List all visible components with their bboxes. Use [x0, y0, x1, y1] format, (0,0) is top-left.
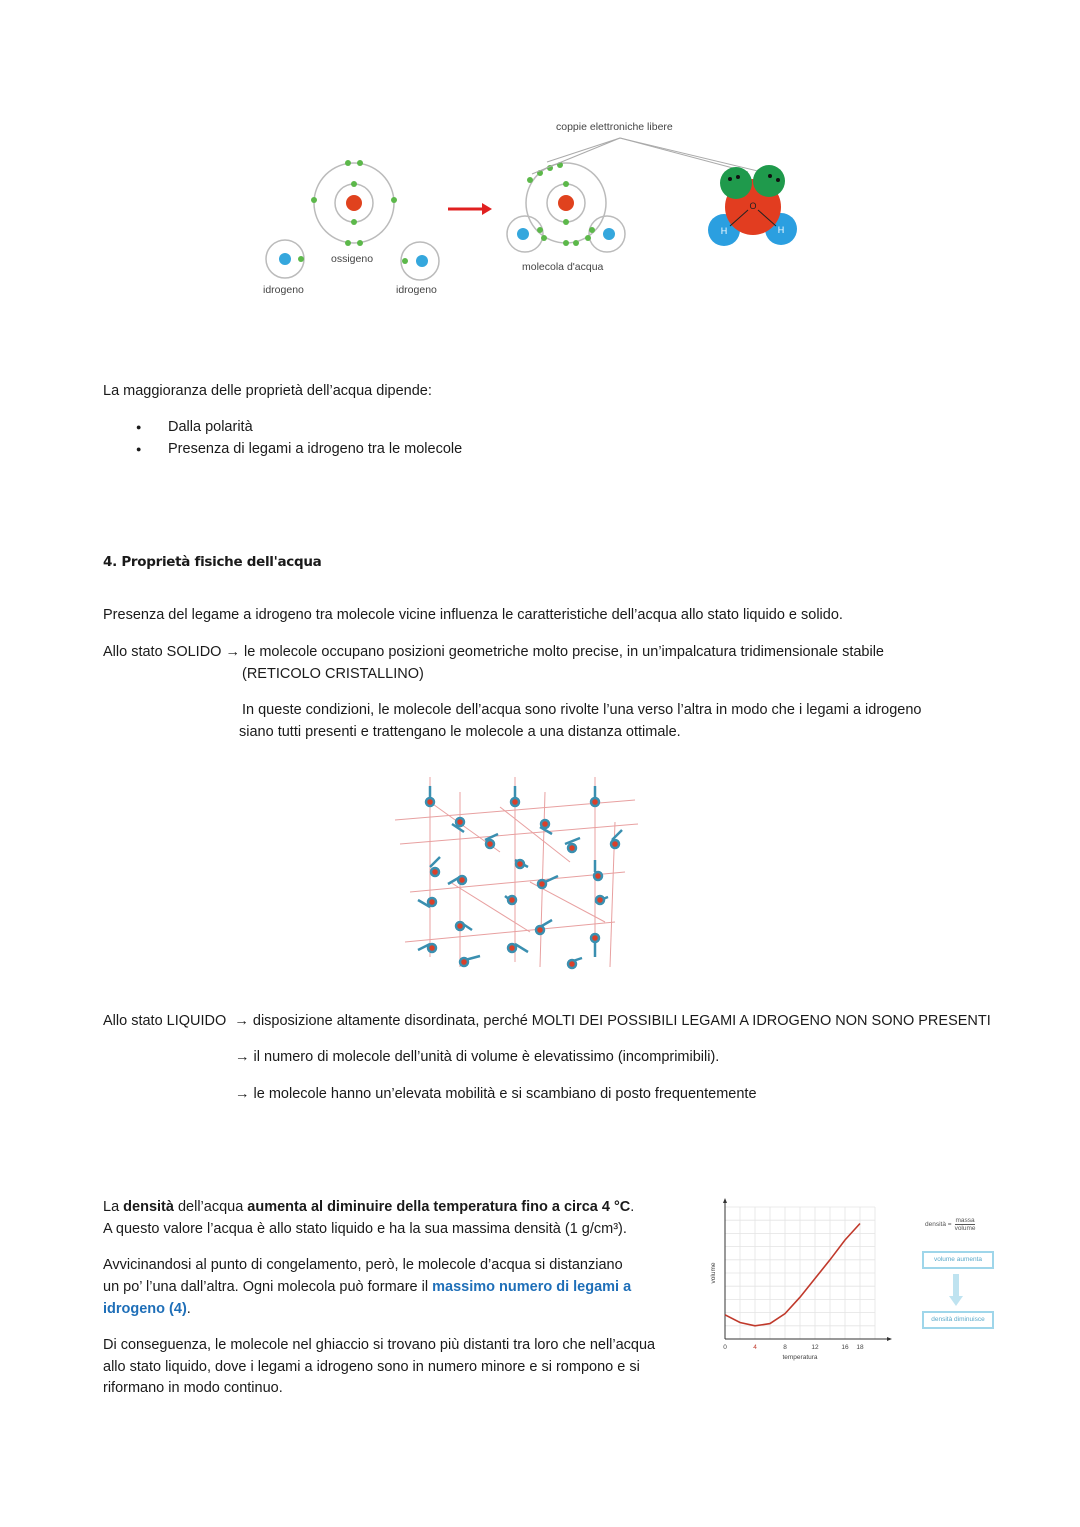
density-text-a: La	[103, 1199, 124, 1215]
water-molecule-bohr	[507, 162, 625, 252]
density-p3-line-1: Di conseguenza, le molecole nel ghiaccio si trovano più distanti tra loro che nell’acqua	[103, 1337, 656, 1353]
x-tick-label: 8	[783, 1344, 787, 1351]
x-axis-label: temperatura	[782, 1354, 818, 1361]
density-p2-line-1: Avvicinandosi al punto di congelamento, però, le molecole d’acqua si distanziano	[103, 1257, 623, 1273]
density-decrease-box: densità diminuisce	[922, 1311, 994, 1329]
solid-prefix: Allo stato SOLIDO	[103, 644, 222, 660]
hydrogen-left-label: idrogeno	[263, 284, 304, 296]
oxygen-atom	[311, 160, 397, 246]
x-tick-label: 16	[841, 1344, 849, 1351]
density-p3-line-2: allo stato liquido, dove i legami a idrogeno sono in numero minore e si rompono e si	[103, 1359, 640, 1375]
liquid-text-3: le molecole hanno un’elevata mobilità e si scambiano di posto frequentemente	[253, 1086, 757, 1102]
liquid-line-3	[235, 1083, 757, 1105]
density-highlight: aumenta al diminuire della temperatura fino a circa 4 °C	[247, 1199, 631, 1215]
x-tick-label: 18	[856, 1344, 864, 1351]
density-p3-line-3: riformano in modo continuo.	[103, 1380, 283, 1396]
oxygen-label: ossigeno	[331, 253, 374, 265]
density-p2-line-3	[103, 1298, 191, 1320]
list-item: ● Presenza di legami a idrogeno tra le molecole	[103, 438, 703, 460]
density-p2-text: un po’ l’una dall’altra. Ogni molecola può formare il	[103, 1279, 433, 1295]
liquid-text-1: disposizione altamente disordinata, perché MOLTI DEI POSSIBILI LEGAMI A IDROGENO NON SONO PRESENTI	[252, 1013, 991, 1029]
liquid-state-line	[103, 1010, 991, 1032]
volume-temperature-chart	[700, 1195, 900, 1375]
model-h2-label: H	[777, 225, 785, 235]
density-line-2: A questo valore l’acqua è allo stato liquido e ha la sua massima densità (1 g/cm³).	[103, 1221, 627, 1237]
arrow-down-icon	[948, 1274, 964, 1308]
density-formula	[925, 1217, 995, 1232]
x-tick-label: 4	[753, 1344, 757, 1351]
arrow: →	[235, 1086, 250, 1102]
y-axis-label: volume	[710, 1262, 717, 1284]
properties-list	[103, 416, 703, 460]
formula-left: densità =	[925, 1221, 952, 1228]
water-molecule-diagram	[250, 110, 810, 310]
hydrogen-atom-left	[266, 240, 304, 278]
solid-text: le molecole occupano posizioni geometriche molto precise, in un’impalcatura tridimensionale stabile	[244, 644, 884, 660]
arrow: →	[234, 1013, 249, 1029]
density-p2-dot: .	[186, 1301, 191, 1317]
section-paragraph-1: Presenza del legame a idrogeno tra molecole vicine influenza le caratteristiche dell’acqua allo stato liquido e solido.	[103, 607, 843, 623]
formula-den: volume	[954, 1225, 976, 1232]
x-axis-arrow-icon	[887, 1337, 892, 1341]
solid-text-2: (RETICOLO CRISTALLINO)	[242, 666, 424, 682]
density-p2-blue-3: (4)	[165, 1301, 187, 1317]
density-p2-blue: massimo numero di legami a	[432, 1279, 632, 1295]
solid-paragraph-line-2: siano tutti presenti e trattengano le molecole a una distanza ottimale.	[239, 724, 681, 740]
density-line-1	[103, 1196, 634, 1218]
volume-increase-box: volume aumenta	[922, 1251, 994, 1269]
solid-state-line	[103, 641, 884, 663]
x-tick-label: 0	[723, 1344, 727, 1351]
y-axis-arrow-icon	[723, 1198, 727, 1203]
volume-curve	[725, 1224, 860, 1326]
model-h1-label: H	[720, 226, 728, 236]
section-heading: 4. Proprietà fisiche dell'acqua	[103, 554, 322, 570]
density-p2-line-2	[103, 1276, 631, 1298]
density-text-e: .	[630, 1199, 635, 1215]
reaction-arrow-icon	[448, 203, 492, 215]
ice-crystal-lattice-image	[390, 772, 640, 972]
intro-text: La maggioranza delle proprietà dell’acqua dipende:	[103, 383, 432, 399]
formula-num: massa	[955, 1217, 975, 1224]
hydrogen-atom-right	[401, 242, 439, 280]
water-molecule-label: molecola d'acqua	[522, 261, 604, 273]
arrow: →	[235, 1049, 250, 1065]
hydrogen-right-label: idrogeno	[396, 284, 437, 296]
lone-pairs-label: coppie elettroniche libere	[556, 121, 673, 133]
liquid-prefix: Allo stato LIQUIDO	[103, 1013, 227, 1029]
arrow: →	[225, 644, 240, 660]
list-item: ● Dalla polarità	[103, 416, 703, 438]
liquid-line-2	[235, 1046, 719, 1068]
density-term: densità	[123, 1199, 174, 1215]
solid-paragraph-line-1: In queste condizioni, le molecole dell’acqua sono rivolte l’una verso l’altra in modo che i legami a idrogeno	[242, 702, 922, 718]
liquid-text-2: il numero di molecole dell’unità di volume è elevatissimo (incomprimibili).	[253, 1049, 720, 1065]
density-p2-blue-2: idrogeno	[103, 1301, 166, 1317]
density-text-c: dell’acqua	[173, 1199, 248, 1215]
model-o-label: O	[749, 201, 757, 211]
water-space-filling-model	[708, 165, 797, 246]
x-tick-label: 12	[811, 1344, 819, 1351]
